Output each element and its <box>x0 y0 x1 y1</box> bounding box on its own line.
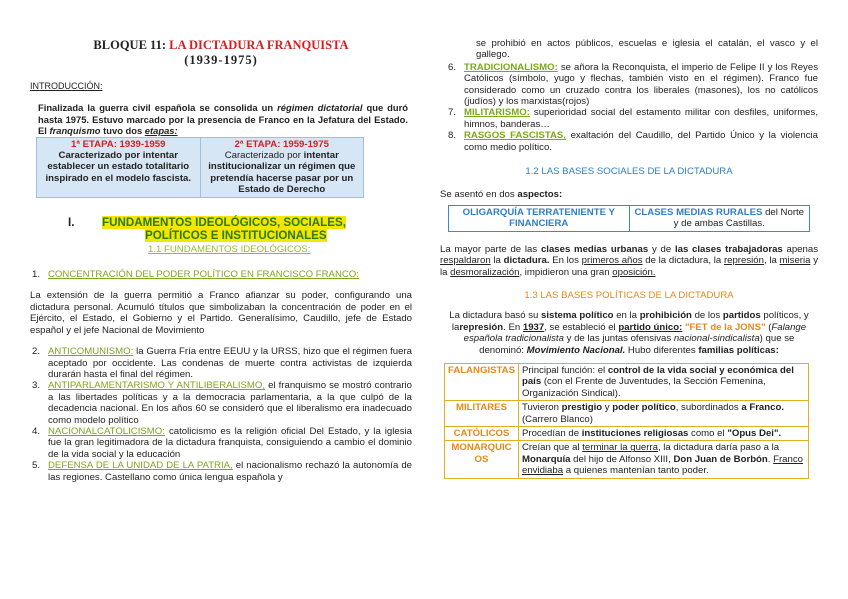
page-title: BLOQUE 11: LA DICTADURA FRANQUISTA <box>93 38 349 52</box>
right-column <box>440 0 818 479</box>
section-heading: I. FUNDAMENTOS IDEOLÓGICOS, SOCIALES, POLÍTICOS E INSTITUCIONALES <box>68 215 346 243</box>
page-years: (1939-1975) <box>184 53 258 67</box>
subsection-1-2: 1.2 LAS BASES SOCIALES DE LA DICTADURA <box>525 166 733 178</box>
list-item: 8. RASGOS FASCISTAS, exaltación del Caudillo, del Partido Único y la violencia como medio político. <box>448 130 818 153</box>
political-paragraph: La dictadura basó su sistema político en la prohibición de los partidos políticos, y larepresión. En 1937, se estableció el partido único: "FET de la JONS" (Falange española tradicionalista y de las juntas ofensivas nacional-sindicalista) que se denominó: Movimiento Nacional. Hubo diferentes familias políticas: <box>449 310 809 356</box>
aspecto-oligarquia: OLIGARQUÍA TERRATENIENTE Y FINANCIERA <box>449 205 630 231</box>
etapas-table <box>36 137 364 198</box>
table-row: CATÓLICOS Procedían de instituciones religiosas como el "Opus Dei". <box>445 426 809 440</box>
continuation-text: se prohibió en actos públicos, escuelas e iglesia el catalán, el vasco y el gallego. <box>476 38 818 61</box>
list-item: 5. DEFENSA DE LA UNIDAD DE LA PATRIA, el nacionalismo rechazó la autonomía de las regiones. Castellano como única lengua española y <box>32 460 413 483</box>
aspectos-intro: Se asentó en dos aspectos: <box>440 189 563 201</box>
left-column <box>30 0 412 483</box>
subsection-1-1: 1.1 FUNDAMENTOS IDEOLÓGICOS: <box>148 243 311 255</box>
list-item: 2. ANTICOMUNISMO: la Guerra Fría entre EEUU y la URSS, hizo que el régimen fuera aceptado por occidente. Las condenas de muerte contra activistas de izquierda durarán hasta el final del régimen. <box>32 346 412 380</box>
list-item: 1. CONCENTRACIÓN DEL PODER POLÍTICO EN FRANCISCO FRANCO: <box>32 269 359 281</box>
table-row: FALANGISTAS Principal función: el control de la vida social y económica del país (con el Frente de Juventudes, la Sección Femenina, Organización Sindical). <box>445 363 809 400</box>
ideology-list-continued <box>446 62 818 153</box>
item1-body: La extensión de la guerra permitió a Franco afianzar su poder, configurando una dictadura personal. Acumuló títulos que simbolizaban la concentración de poder en el Ejército, el Estado, el Gobierno y el Partido. Generalísimo, Caudillo, jefe de Estado español y el jefe Nacional de Movimiento <box>30 290 412 336</box>
list-item: 4. NACIONALCATOLICISMO: catolicismo es la religión oficial Del Estado, y la iglesia fue la gran legitimadora de la dictadura franquista, consiguiendo a cambio el dominio de la vida social y la educación <box>32 425 412 460</box>
table-row: MONARQUICOS Creían que al terminar la guerra, la dictadura daría paso a la Monarquía del hijo de Alfonso XIII, Don Juan de Borbón. Franco envidiaba a quienes mantenían tanto poder. <box>445 441 809 478</box>
familias-table <box>444 363 809 479</box>
intro-paragraph: Finalizada la guerra civil española se consolida un régimen dictatorial que duró hasta 1975. Estuvo marcado por la presencia de Franco en la Jefatura del Estado. El franquismo tuvo dos etapas: <box>38 102 409 137</box>
aspectos-table <box>448 205 810 232</box>
social-paragraph: La mayor parte de las clases medias urbanas y de las clases trabajadoras apenas respaldaron la dictadura. En los primeros años de la dictadura, la represión, la miseria y la desmoralización, impidieron una gran oposición. <box>440 243 818 278</box>
list-item: 7. MILITARISMO: superioridad social del estamento militar con desfiles, uniformes, himnos, banderas… <box>448 107 818 130</box>
ideology-list <box>30 346 412 483</box>
list-item: 3. ANTIPARLAMENTARISMO Y ANTILIBERALISMO, el franquismo se mostró contrario a las libertades políticas y a la democracia parlamentaria, a la que culpó de la decadencia nacional. En los años 60 se consideró que el liberalismo era inadecuado como modelo político <box>32 380 413 426</box>
subsection-1-3: 1.3 LAS BASES POLÍTICAS DE LA DICTADURA <box>524 289 734 301</box>
list-item: 6. TRADICIONALISMO: se añora la Reconquista, el imperio de Felipe II y los Reyes Católicos (símbolo, yugo y flechas, también visto en el régimen). Franco fue considerado como un cruzado contra los liberales (masones), los no católicos (judíos) y los marxistas(rojos) <box>448 61 818 108</box>
aspecto-clases-medias: CLASES MEDIAS RURALES del Norte y de ambas Castillas. <box>629 205 810 231</box>
table-row: MILITARES Tuvieron prestigio y poder político, subordinados a Franco. (Carrero Blanco) <box>445 401 809 427</box>
etapa-2-cell: 2ª ETAPA: 1959-1975 Caracterizado por intentar institucionalizar un régimen que pretendía hacerse pasar por un Estado de Derecho <box>200 137 364 197</box>
intro-heading: INTRODUCCIÓN: <box>30 81 103 91</box>
etapa-1-cell: 1ª ETAPA: 1939-1959 Caracterizado por intentar establecer un estado totalitario inspirado en el modelo fascista. <box>37 137 201 197</box>
